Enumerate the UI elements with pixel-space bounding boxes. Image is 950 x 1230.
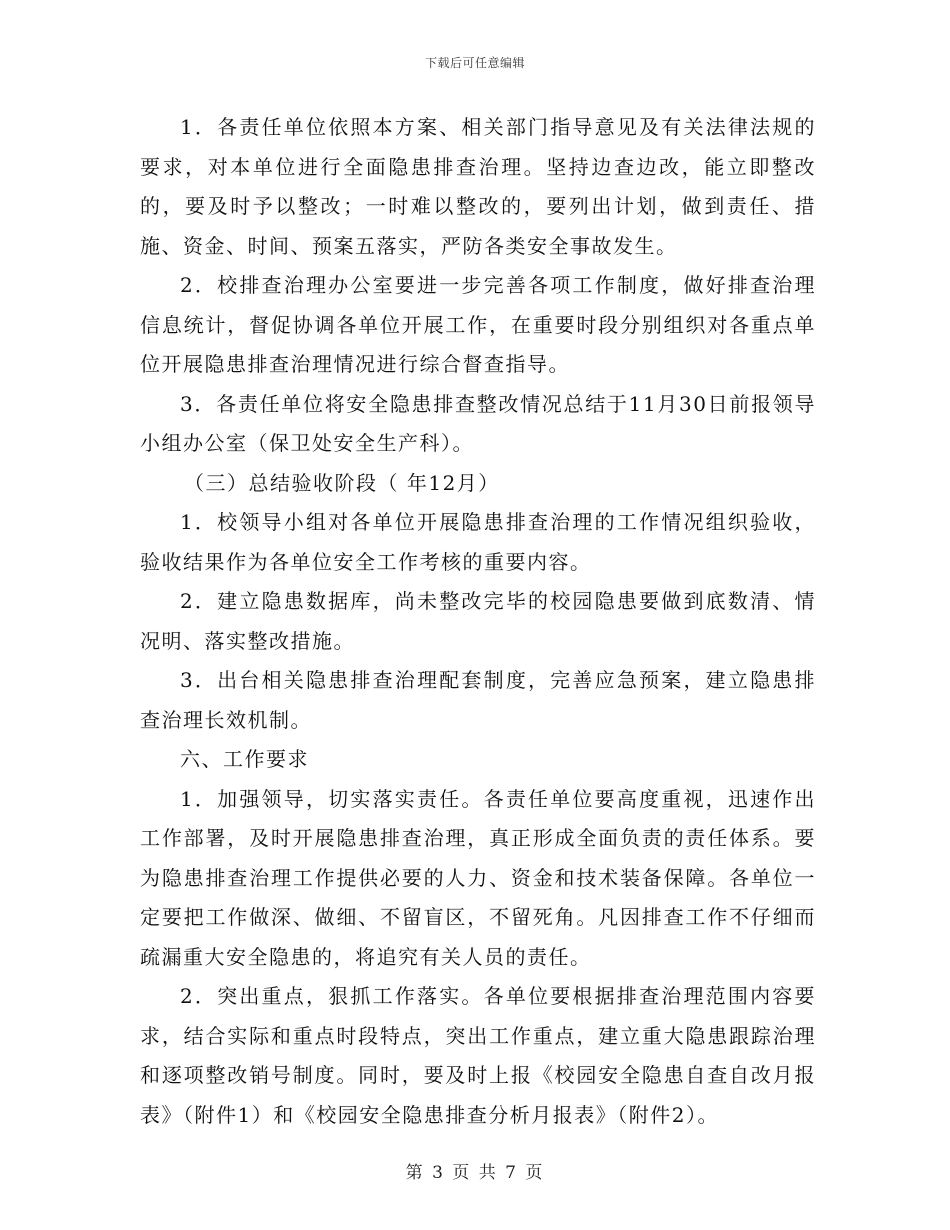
paragraph-stage3-item1: 1．校领导小组对各单位开展隐患排查治理的工作情况组织验收，验收结果作为各单位安全工作考核的重要内容。 <box>140 510 816 574</box>
section-heading-stage3: （三）总结验收阶段（ 年12月） <box>184 470 500 495</box>
page-number-footer: 第 3 页 共 7 页 <box>405 1163 545 1183</box>
paragraph-stage2-item3: 3．各责任单位将安全隐患排查整改情况总结于11月30日前报领导小组办公室（保卫处安全生产科）。 <box>140 391 816 455</box>
paragraph-stage2-item1: 1．各责任单位依照本方案、相关部门指导意见及有关法律法规的要求，对本单位进行全面隐患排查治理。坚持边查边改，能立即整改的，要及时予以整改；一时难以整改的，要列出计划，做到责任、措施、资金、时间、预案五落实，严防各类安全事故发生。 <box>140 115 816 258</box>
paragraph-stage3-item2: 2．建立隐患数据库，尚未整改完毕的校园隐患要做到底数清、情况明、落实整改措施。 <box>140 589 816 653</box>
paragraph-requirements-item2: 2．突出重点，狠抓工作落实。各单位要根据排查治理范围内容要求，结合实际和重点时段特点，突出工作重点，建立重大隐患跟踪治理和逐项整改销号制度。同时，要及时上报《校园安全隐患自查自改月报表》（附件1）和《校园安全隐患排查分析月报表》（附件2）。 <box>140 984 816 1127</box>
section-heading-requirements: 六、工作要求 <box>180 747 309 771</box>
paragraph-stage3-item3: 3．出台相关隐患排查治理配套制度，完善应急预案，建立隐患排查治理长效机制。 <box>140 668 816 732</box>
paragraph-requirements-item1: 1．加强领导，切实落实责任。各责任单位要高度重视，迅速作出工作部署，及时开展隐患排查治理，真正形成全面负责的责任体系。要为隐患排查治理工作提供必要的人力、资金和技术装备保障。各单位一定要把工作做深、做细、不留盲区，不留死角。凡因排查工作不仔细而疏漏重大安全隐患的，将追究有关人员的责任。 <box>140 786 816 969</box>
document-body <box>140 108 816 1135</box>
paragraph-stage2-item2: 2．校排查治理办公室要进一步完善各项工作制度，做好排查治理信息统计，督促协调各单位开展工作，在重要时段分别组织对各重点单位开展隐患排查治理情况进行综合督查指导。 <box>140 273 816 376</box>
page-header: 下载后可任意编辑 <box>424 56 525 70</box>
